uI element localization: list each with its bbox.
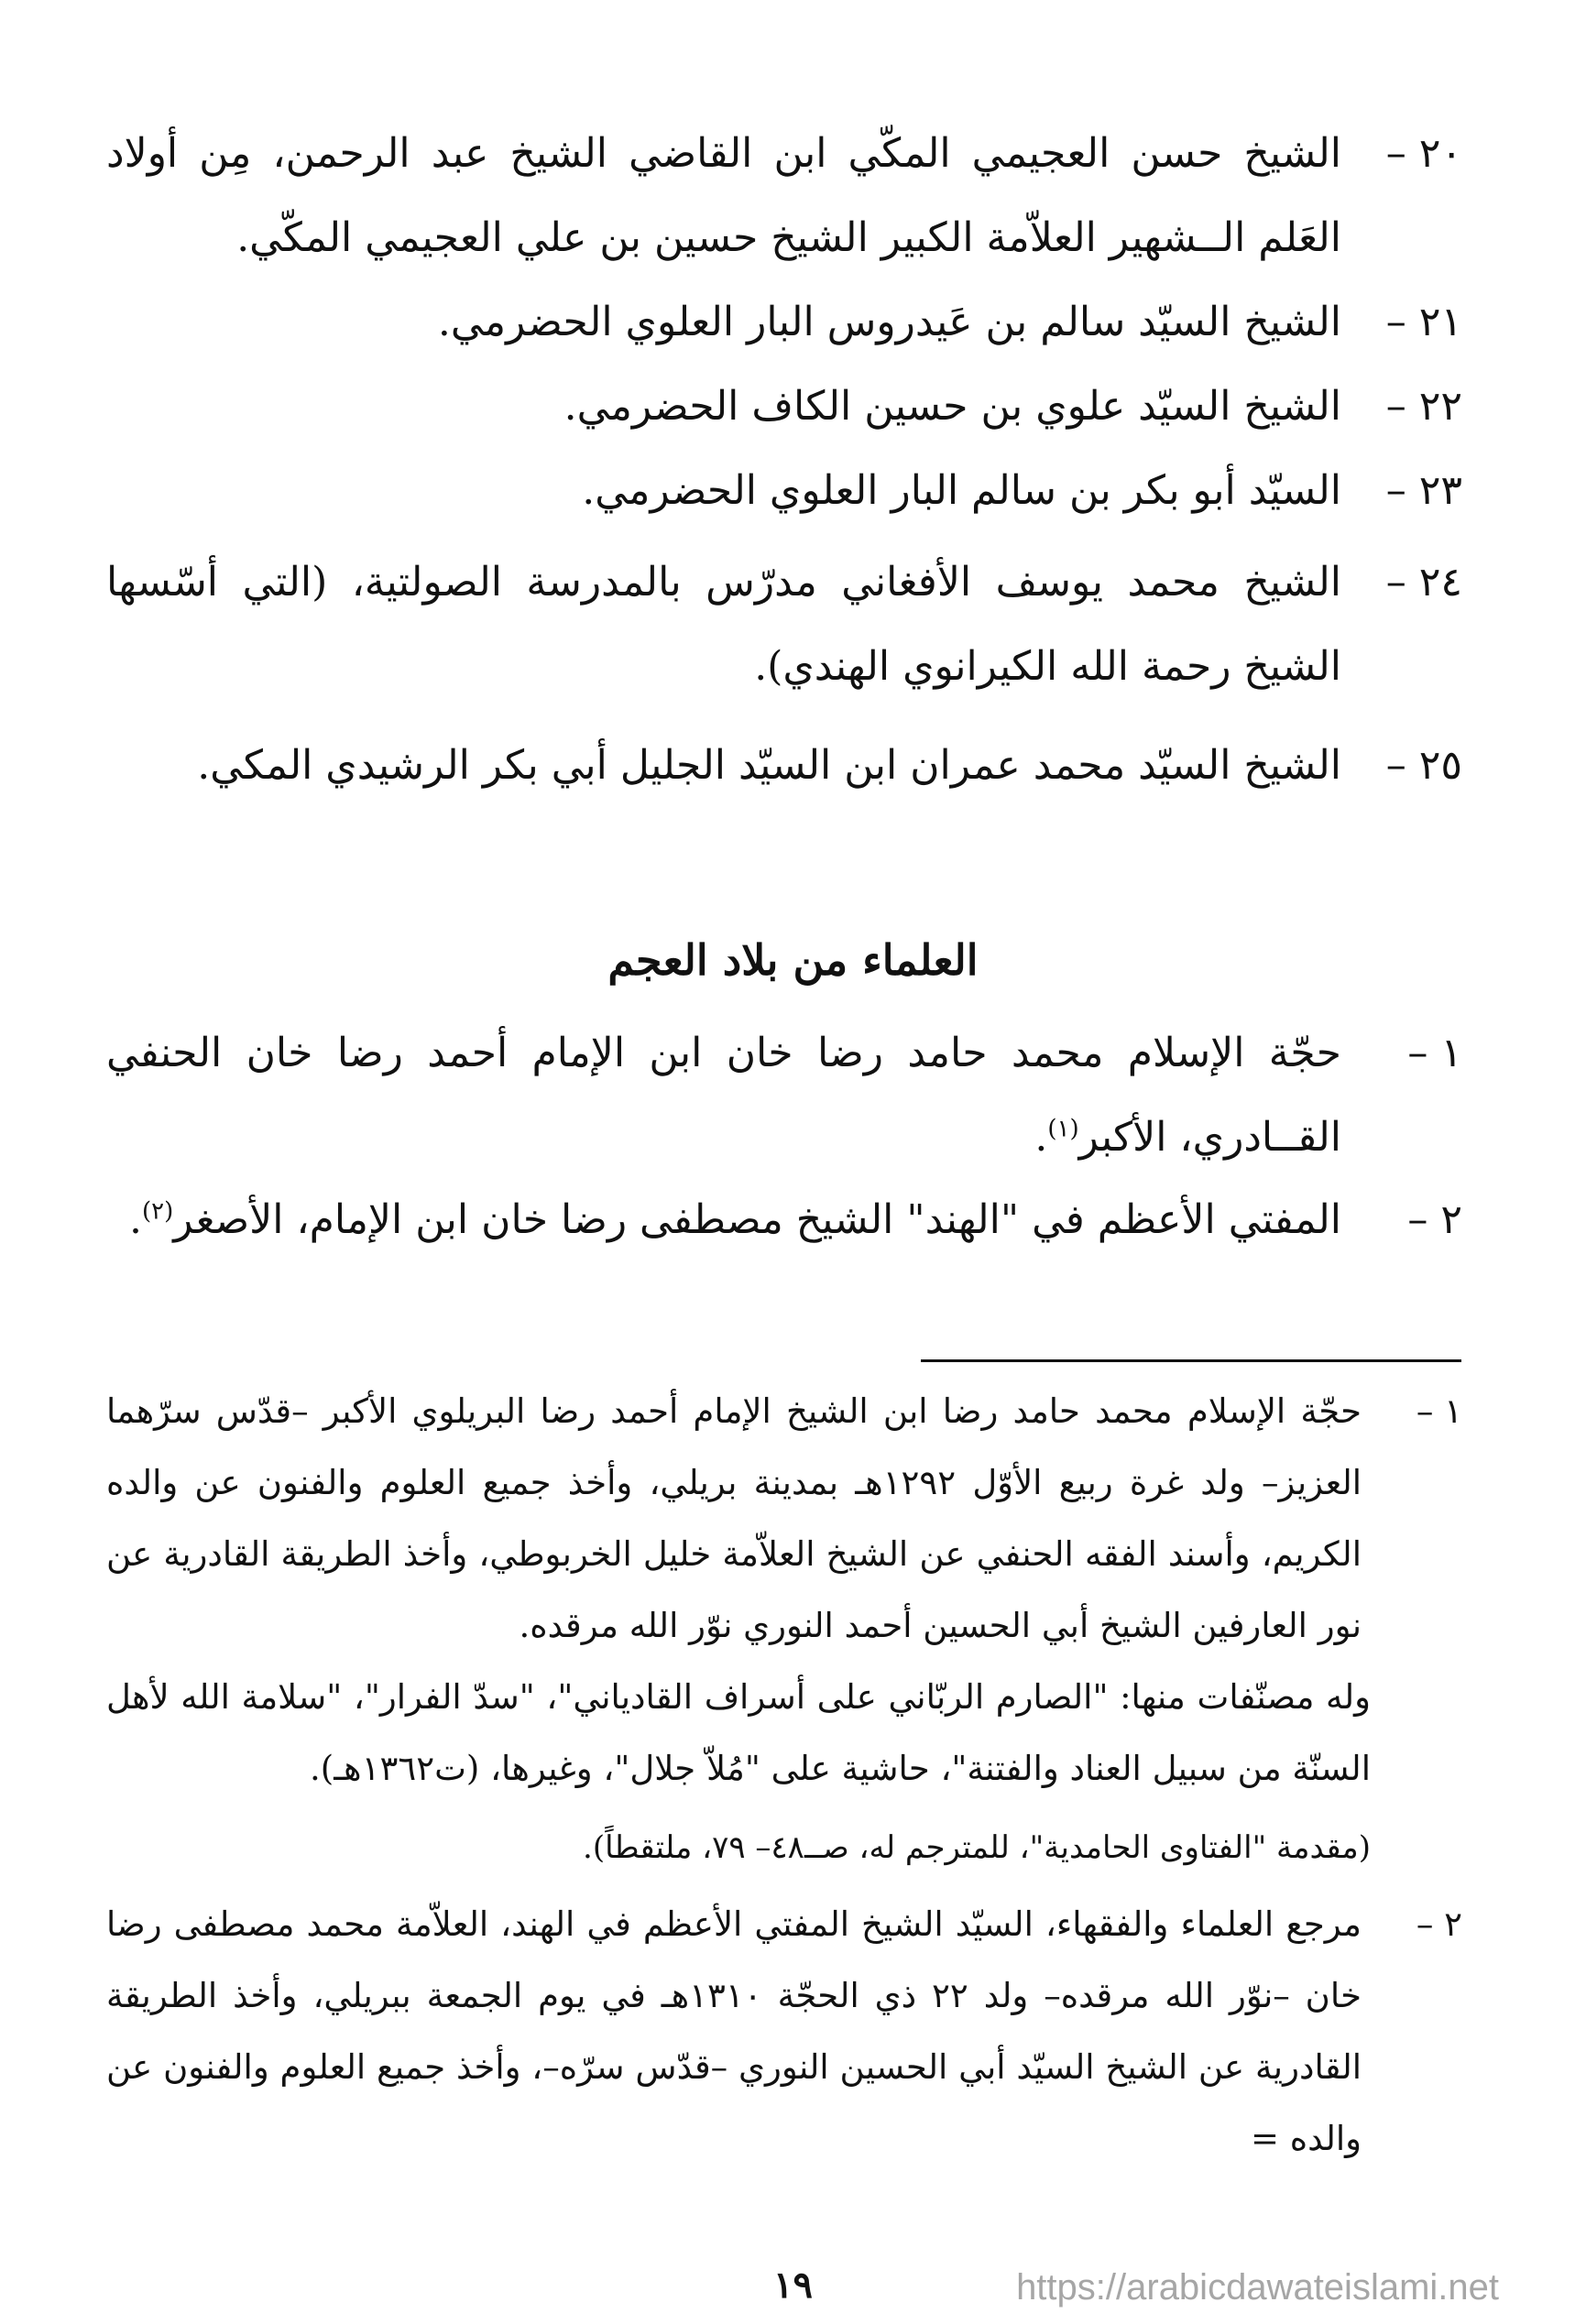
- list-item: [106, 724, 1462, 808]
- item-text-end: .: [1034, 1114, 1048, 1161]
- footnote: [106, 1376, 1462, 1662]
- item-text: الشيخ محمد يوسف الأفغاني مدرّس بالمدرسة الصولتية، (التي أسّسها الشيخ رحمة الله الكيرانوي الهندي).: [106, 559, 1341, 690]
- item-number: ٢١ –: [1385, 299, 1462, 345]
- footnote-marker: (٢): [142, 1197, 174, 1226]
- item-text: الشيخ حسن العجيمي المكّي ابن القاضي الشيخ عبد الرحمن، مِن أولاد العَلم الــشهير العلاّمة الكبير الشيخ حسين بن علي العجيمي المكّي.: [106, 130, 1341, 261]
- item-number: ٢٣ –: [1385, 467, 1462, 514]
- footnote: [106, 1889, 1462, 2175]
- list-item: [106, 1178, 1462, 1262]
- footnote-separator: [921, 1359, 1461, 1362]
- item-text-end: .: [129, 1196, 143, 1243]
- footnote-number: ٢ –: [1416, 1904, 1462, 1944]
- footnote-text: حجّة الإسلام محمد حامد رضا ابن الشيخ الإمام أحمد رضا البريلوي الأكبر –قدّس سرّهما العزيز– ولد غرة ربيع الأوّل ١٢٩٢هـ بمدينة بريلي، وأخذ جميع العلوم والفنون عن والده الكريم، وأسند الفقه الحنفي عن الشيخ العلاّمة خليل الخربوطي، وأخذ الطريقة القادرية عن نور العارفين الشيخ أبي الحسين أحمد النوري نوّر الله مرقده.: [106, 1391, 1362, 1645]
- item-number: ٢ –: [1407, 1196, 1462, 1243]
- item-text: الشيخ السيّد محمد عمران ابن السيّد الجليل أبي بكر الرشيدي المكي.: [197, 742, 1341, 789]
- list-item: [106, 1011, 1462, 1180]
- item-number: ٢٤ –: [1385, 559, 1462, 606]
- item-text-main: المفتي الأعظم في "الهند" الشيخ مصطفى رضا خان ابن الإمام، الأصغر: [173, 1196, 1341, 1243]
- item-text: السيّد أبو بكر بن سالم البار العلوي الحضرمي.: [582, 467, 1341, 514]
- item-number: ١ –: [1407, 1030, 1462, 1076]
- footnote-number: ١ –: [1416, 1391, 1462, 1431]
- footnote-marker: (١): [1047, 1115, 1079, 1143]
- item-number: ٢٠ –: [1385, 130, 1462, 177]
- section-heading: العلماء من بلاد العجم: [607, 935, 979, 985]
- list-item: [106, 365, 1462, 449]
- item-text: الشيخ السيّد سالم بن عَيدروس البار العلوي الحضرمي.: [437, 299, 1341, 345]
- item-text: [106, 1011, 1341, 1180]
- item-text: [106, 1178, 1341, 1262]
- footnote-reference: (مقدمة "الفتاوى الحامدية"، للمترجم له، صــ٤٨– ٧٩، ملتقطاً).: [583, 1829, 1371, 1866]
- footnote-text: مرجع العلماء والفقهاء، السيّد الشيخ المفتي الأعظم في الهند، العلاّمة محمد مصطفى رضا خان –نوّر الله مرقده– ولد ٢٢ ذي الحجّة ١٣١٠هـ في يوم الجمعة ببريلي، وأخذ الطريقة القادرية عن الشيخ السيّد أبي الحسين النوري –قدّس سرّه–، وأخذ جميع العلوم والفنون عن والده =: [106, 1904, 1362, 2158]
- list-item: [106, 449, 1462, 533]
- list-item: [106, 540, 1462, 709]
- watermark-url: https://arabicdawateislami.net: [1016, 2267, 1499, 2308]
- page-number: ١٩: [773, 2264, 813, 2307]
- list-item: [106, 280, 1462, 365]
- footnote-works: وله مصنّفات منها: "الصارم الربّاني على أسراف القادياني"، "سدّ الفرار"، "سلامة الله لأهل السنّة من سبيل العناد والفتنة"، حاشية على "مُلاّ جلال"، وغيرها، (ت١٣٦٢هـ).: [106, 1677, 1371, 1788]
- item-number: ٢٢ –: [1385, 383, 1462, 430]
- item-text: الشيخ السيّد علوي بن حسين الكاف الحضرمي.: [563, 383, 1341, 430]
- item-text-main: حجّة الإسلام محمد حامد رضا خان ابن الإمام أحمد رضا خان الحنفي القــادري، الأكبر: [106, 1030, 1341, 1161]
- item-number: ٢٥ –: [1385, 742, 1462, 789]
- list-item: [106, 112, 1462, 280]
